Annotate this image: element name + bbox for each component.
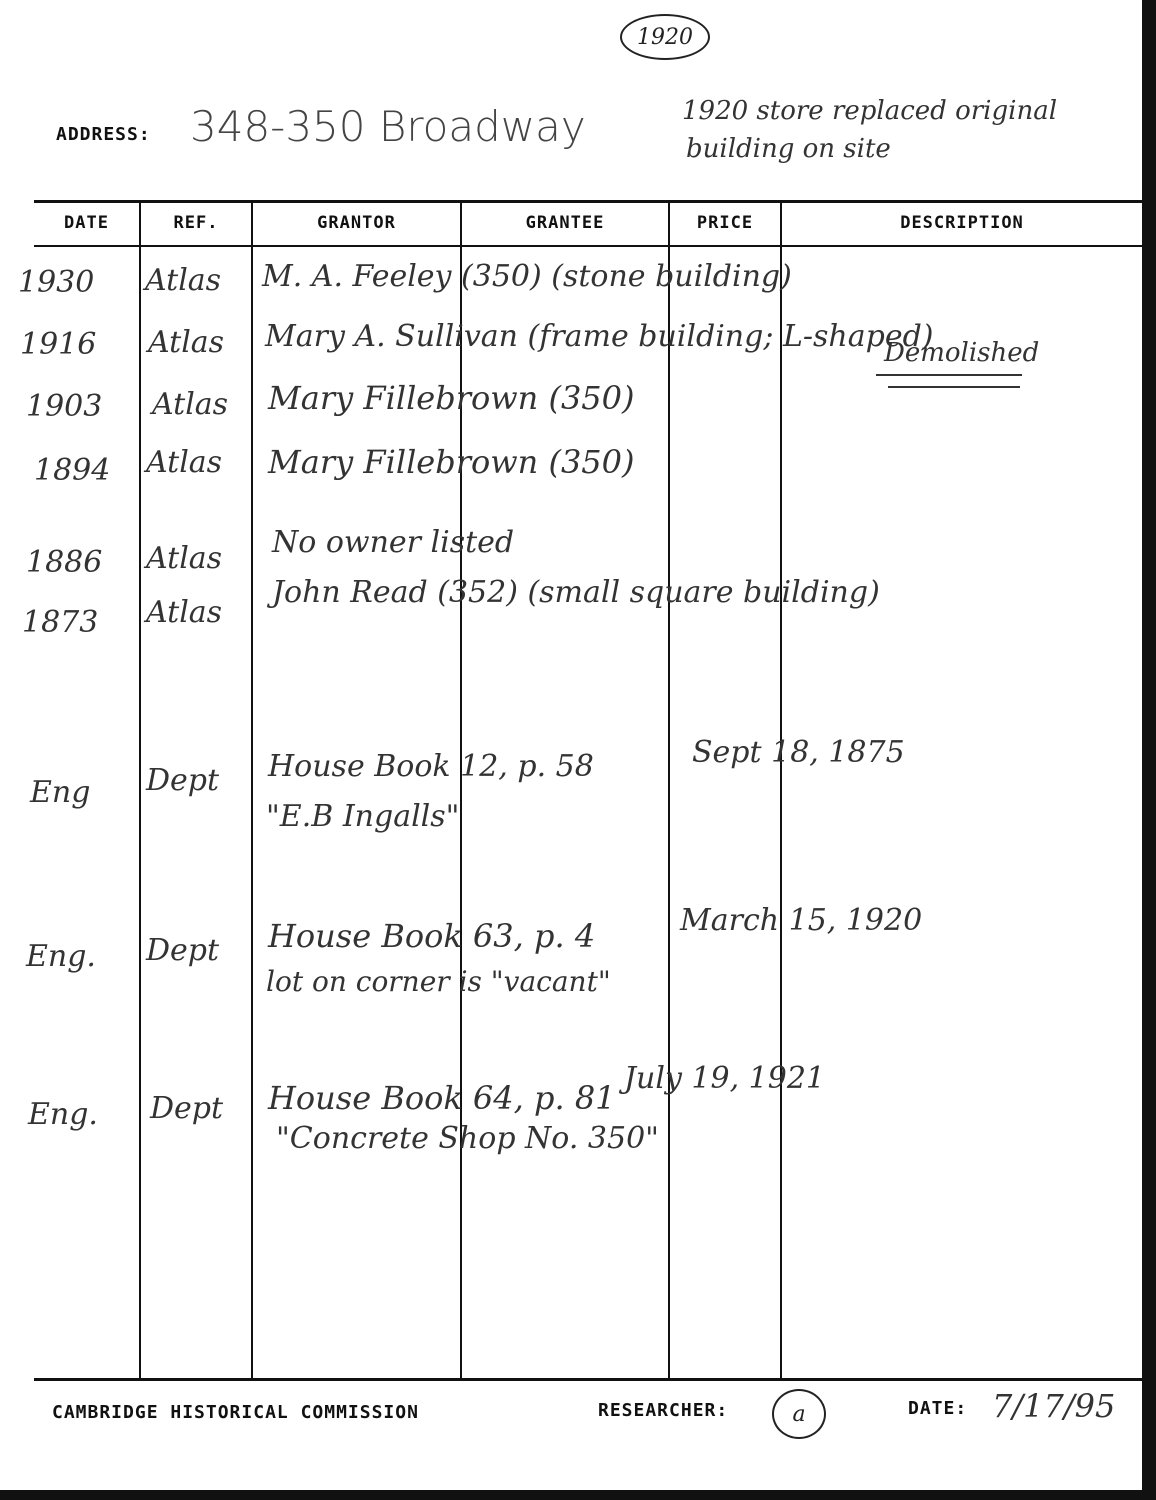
entry-text: Mary Fillebrown (350) [268,379,635,417]
column-header-date: DATE [64,213,109,233]
researcher-label: RESEARCHER: [598,1400,729,1421]
entry-ref: Atlas [145,263,222,298]
entry-date: 1873 [22,605,99,640]
entry-date: 1916 [20,327,97,362]
entry-date: Eng. [26,939,96,974]
entry-date: 1886 [26,545,103,580]
commission-name: CAMBRIDGE HISTORICAL COMMISSION [52,1402,419,1423]
col-divider-3 [460,200,462,1380]
column-header-price: PRICE [696,213,754,233]
table-bottom-rule [34,1378,1142,1381]
col-divider-4 [668,200,670,1380]
date-label: DATE: [908,1398,968,1419]
entry-text: Mary A. Sullivan (frame building; L-shaped) [265,319,934,354]
page-edge-right [1142,0,1156,1500]
entry-ref: Atlas [146,445,223,480]
entry-ref: Atlas [152,387,229,422]
column-header-description: DESCRIPTION [900,213,1024,233]
entry-date: Eng [30,775,91,810]
address-note-line1: 1920 store replaced original [682,96,1058,126]
entry-ref: Dept [146,763,220,798]
page-edge-bottom [0,1490,1156,1500]
address-value: 348-350 Broadway [190,102,586,151]
col-divider-2 [251,200,253,1380]
entry-text: M. A. Feeley (350) (stone building) [262,259,792,294]
entry-ref: Dept [150,1091,224,1126]
entry-text: Mary Fillebrown (350) [268,443,635,481]
entry-ref: Dept [146,933,220,968]
entry-date: Eng. [28,1097,98,1132]
entry-date-text: March 15, 1920 [680,903,923,938]
entry-ref: Atlas [148,325,225,360]
column-header-grantee: GRANTEE [525,213,605,233]
entry-date-text: July 19, 1921 [624,1061,826,1096]
entry-text: No owner listed [272,525,515,560]
entry-date-text: Sept 18, 1875 [692,735,905,770]
entry-text: House Book 12, p. 58 [268,749,594,784]
col-divider-5 [780,200,782,1380]
demolished-underline-1 [876,374,1022,376]
column-header-ref: REF. [173,213,219,233]
address-label: ADDRESS: [56,124,151,145]
entry-note-demolished: Demolished [884,338,1040,368]
demolished-underline-2 [888,386,1020,388]
researcher-initial [772,1389,826,1439]
entry-line2: lot on corner is "vacant" [266,965,611,998]
entry-text: House Book 64, p. 81 [268,1079,616,1117]
entry-ref: Atlas [146,541,223,576]
col-divider-1 [139,200,141,1380]
entry-text: House Book 63, p. 4 [268,917,596,955]
year-tag [620,14,710,60]
date-value: 7/17/95 [992,1387,1116,1425]
entry-line2: "Concrete Shop No. 350" [276,1121,659,1156]
entry-line2: "E.B Ingalls" [266,799,460,834]
entry-text: John Read (352) (small square building) [272,575,880,610]
researcher-initial-text: a [792,1401,806,1427]
column-header-grantor: GRANTOR [317,213,396,233]
year-tag-text: 1920 [637,24,693,50]
entry-date: 1894 [34,453,111,488]
address-note-line2: building on site [686,134,891,164]
entry-date: 1930 [18,265,95,300]
entry-ref: Atlas [146,595,223,630]
entry-date: 1903 [26,389,103,424]
